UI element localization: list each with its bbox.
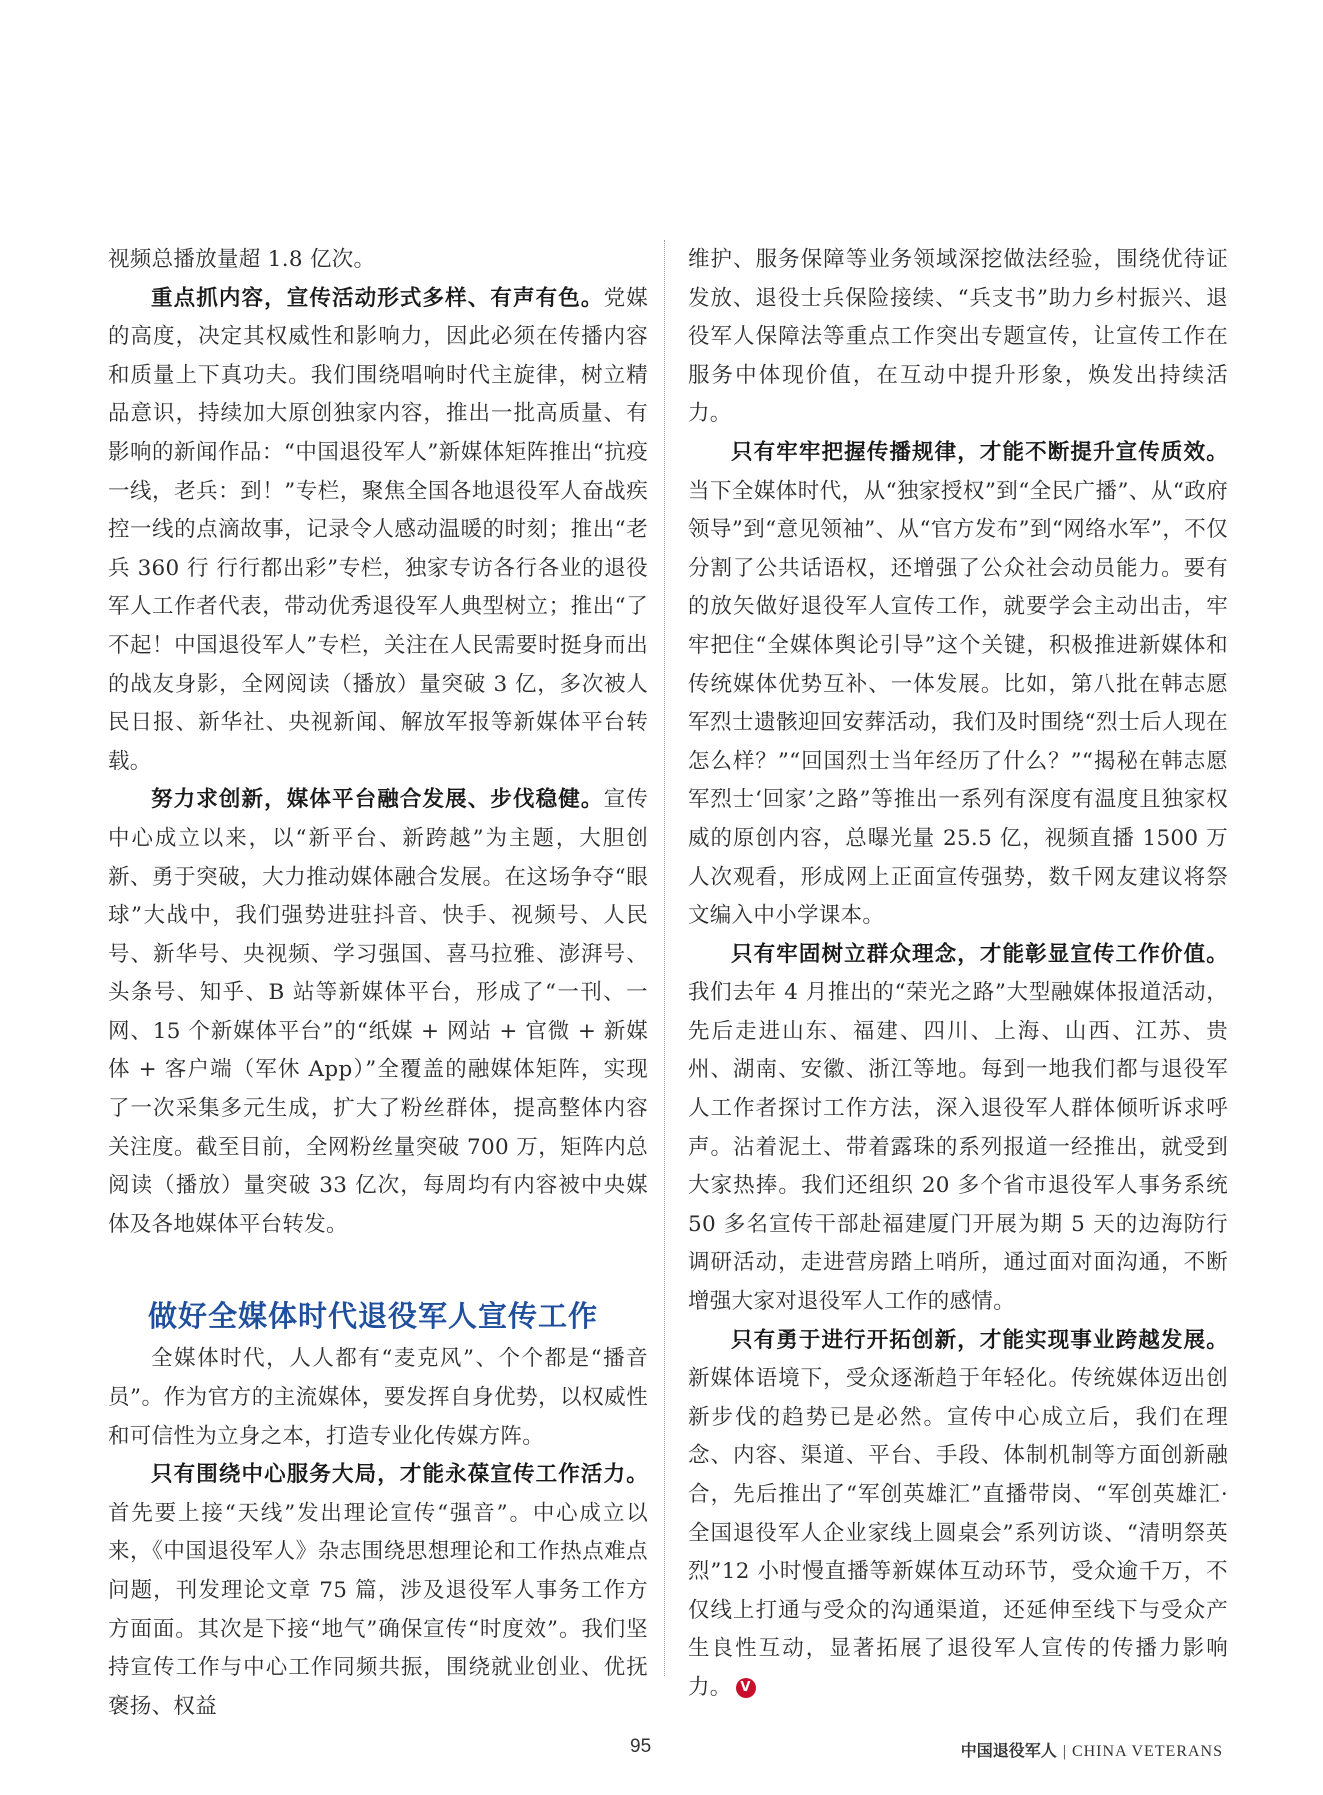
paragraph: [688, 1322, 1228, 1708]
paragraph-body: 新媒体语境下，受众逐渐趋于年轻化。传统媒体迈出创新步伐的趋势已是必然。宣传中心成立后，我们在理念、内容、渠道、平台、手段、体制机制等方面创新融合，先后推出了“军创英雄汇”直播带岗、“军创英雄汇·全国退役军人企业家线上圆桌会”系列访谈、“清明祭英烈”12 小时慢直播等新媒体互动环节，受众逾千万，不仅线上打通与受众的沟通渠道，还延伸至线下与受众产生良性互动，显著拓展了退役军人宣传的传播力影响力。: [688, 1366, 1228, 1700]
paragraph: [108, 280, 648, 782]
paragraph-lead: 只有勇于进行开拓创新，才能实现事业跨越发展。: [731, 1327, 1228, 1353]
paragraph: [688, 936, 1228, 1322]
paragraph-body: 我们去年 4 月推出的“荣光之路”大型融媒体报道活动，先后走进山东、福建、四川、上海、山西、江苏、贵州、湖南、安徽、浙江等地。每到一地我们都与退役军人工作者探讨工作方法，深入退役军人群体倾听诉求呼声。沾着泥土、带着露珠的系列报道一经推出，就受到大家热捧。我们还组织 20 多个省市退役军人事务系统 50 多名宣传干部赴福建厦门开展为期 5 天的边海防行调研活动，走进营房踏上哨所，通过面对面沟通，不断增强大家对退役军人工作的感情。: [688, 980, 1228, 1315]
column-divider: [664, 240, 665, 1676]
footer-magazine-title: [961, 1738, 1223, 1761]
magazine-name-cn: 中国退役军人: [960, 1741, 1057, 1760]
paragraph-lead: 只有牢牢把握传播规律，才能不断提升宣传质效。: [731, 439, 1228, 465]
paragraph: [108, 781, 648, 1244]
paragraph: [108, 1456, 648, 1726]
paragraph: 维护、服务保障等业务领域深挖做法经验，围绕优待证发放、退役士兵保险接续、“兵支书”助力乡村振兴、退役军人保障法等重点工作突出专题宣传，让宣传工作在服务中体现价值，在互动中提升形象，焕发出持续活力。: [688, 247, 1228, 427]
left-column: [108, 241, 648, 1726]
footer-separator: |: [1062, 1743, 1066, 1760]
paragraph-body: 当下全媒体时代，从“独家授权”到“全民广播”、从“政府领导”到“意见领袖”、从“官方发布”到“网络水军”，不仅分割了公共话语权，还增强了公众社会动员能力。要有的放矢做好退役军人宣传工作，就要学会主动出击，牢牢把住“全媒体舆论引导”这个关键，积极推进新媒体和传统媒体优势互补、一体发展。比如，第八批在韩志愿军烈士遗骸迎回安葬活动，我们及时围绕“烈士后人现在怎么样？”“回国烈士当年经历了什么？”“揭秘在韩志愿军烈士‘回家’之路”等推出一系列有深度有温度且独家权威的原创内容，总曝光量 25.5 亿，视频直播 1500 万人次观看，形成网上正面宣传强势，数千网友建议将祭文编入中小学课本。: [688, 478, 1228, 929]
section-heading: 做好全媒体时代退役军人宣传工作: [148, 1299, 599, 1334]
paragraph-lead: 努力求创新，媒体平台融合发展、步伐稳健。: [151, 787, 604, 813]
paragraph-body: 首先要上接“天线”发出理论宣传“强音”。中心成立以来，《中国退役军人》杂志围绕思想理论和工作热点难点问题，刊发理论文章 75 篇，涉及退役军人事务工作方方面面。其次是下接“地气”确保宣传“时度效”。我们坚持宣传工作与中心工作同频共振，围绕就业创业、优抚褒扬、权益: [108, 1500, 648, 1719]
paragraph: 全媒体时代，人人都有“麦克风”、个个都是“播音员”。作为官方的主流媒体，要发挥自身优势，以权威性和可信性为立身之本，打造专业化传媒方阵。: [108, 1346, 648, 1449]
paragraph-lead: 重点抓内容，宣传活动形式多样、有声有色。: [151, 285, 604, 311]
paragraph-lead: 只有牢固树立群众理念，才能彰显宣传工作价值。: [731, 941, 1228, 967]
paragraph-body: 宣传中心成立以来，以“新平台、新跨越”为主题，大胆创新、勇于突破，大力推动媒体融合发展。在这场争夺“眼球”大战中，我们强势进驻抖音、快手、视频号、人民号、新华号、央视频、学习强国、喜马拉雅、澎湃号、头条号、知乎、B 站等新媒体平台，形成了“一刊、一网、15 个新媒体平台”的“纸媒 + 网站 + 官微 + 新媒体 + 客户端（军休 App）”全覆盖的融媒体矩阵，实现了一次采集多元生成，扩大了粉丝群体，提高整体内容关注度。截至目前，全网粉丝量突破 700 万，矩阵内总阅读（播放）量突破 33 亿次，每周均有内容被中央媒体及各地媒体平台转发。: [108, 787, 648, 1237]
paragraph-body: 党媒的高度，决定其权威性和影响力，因此必须在传播内容和质量上下真功夫。我们围绕唱响时代主旋律，树立精品意识，持续加大原创独家内容，推出一批高质量、有影响的新闻作品：“中国退役军人”新媒体矩阵推出“抗疫一线，老兵：到！”专栏，聚焦全国各地退役军人奋战疾控一线的点滴故事，记录令人感动温暖的时刻；推出“老兵 360 行 行行都出彩”专栏，独家专访各行各业的退役军人工作者代表，带动优秀退役军人典型树立；推出“了不起！中国退役军人”专栏，关注在人民需要时挺身而出的战友身影，全网阅读（播放）量突破 3 亿，多次被人民日报、新华社、央视新闻、解放军报等新媒体平台转载。: [108, 285, 648, 774]
paragraph: [688, 434, 1228, 936]
magazine-name-en: CHINA VETERANS: [1071, 1743, 1223, 1760]
paragraph-lead: 只有围绕中心服务大局，才能永葆宣传工作活力。: [151, 1462, 648, 1488]
paragraph: 视频总播放量超 1.8 亿次。: [108, 247, 376, 272]
right-column: [688, 241, 1228, 1708]
page-number: 95: [630, 1736, 652, 1757]
end-mark-icon: V: [736, 1678, 756, 1698]
